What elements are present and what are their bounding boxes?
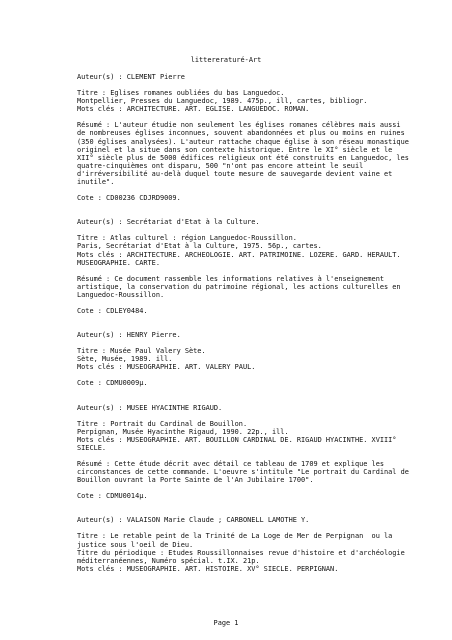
title-line: Titre : Le retable peint de la Trinité de La Loge de Mer de Perpignan ou la [77, 532, 393, 541]
title-line: Titre : Atlas culturel : région Languedoc-Roussillon. [77, 234, 297, 243]
title-line: SIECLE. [77, 443, 107, 452]
summary-line: Languedoc-Roussillon. [77, 290, 165, 299]
cote-line: Cote : CDMU0009µ. [77, 379, 148, 388]
bibliography-entry [77, 516, 437, 573]
spacer [77, 113, 437, 121]
title-line: Mots clés : MUSEOGRAPHIE. ART. VALERY PAUL. [77, 363, 256, 372]
bibliography-list [77, 73, 437, 589]
author-line: Auteur(s) : HENRY Pierre. [77, 331, 181, 340]
author-line: Auteur(s) : Secrétariat d'Etat à la Culture. [77, 218, 260, 227]
title-line: Mots clés : MUSEOGRAPHIE. ART. HISTOIRE. XV° SIECLE. PERPIGNAN. [77, 564, 339, 573]
title-line: Sète, Musée, 1989. ill. [77, 355, 173, 364]
title-line: justice sous l'oeil de Dieu. [77, 540, 194, 549]
spacer [77, 267, 437, 275]
spacer [77, 371, 437, 379]
summary-line: Résumé : Ce document rassemble les informations relatives à l'enseignement [77, 274, 384, 283]
spacer [77, 226, 437, 234]
bibliography-entry [77, 331, 437, 387]
summary-line: artistique, la conservation du patrimoine régional, les actions culturelles en [77, 282, 401, 291]
author-line: Auteur(s) : VALAISON Marie Claude ; CARBONELL LAMOTHE Y. [77, 516, 310, 525]
spacer [77, 81, 437, 89]
title-line: Montpellier, Presses du Languedoc, 1989. 475p., ill, cartes, bibliogr. [77, 97, 368, 106]
summary-line: Résumé : L'auteur étudie non seulement les églises romanes célèbres mais aussi [77, 121, 401, 130]
summary-line: d'irréversibilité au-delà duquel toute mesure de sauvegarde devient vaine et [77, 169, 393, 178]
summary-line: Résumé : Cette étude décrit avec détail ce tableau de 1709 et explique les [77, 460, 384, 468]
spacer [77, 339, 437, 347]
spacer [77, 186, 437, 194]
title-line: Mots clés : MUSEOGRAPHIE. ART. BOUILLON CARDINAL DE. RIGAUD HYACINTHE. XVIII° [77, 435, 397, 444]
spacer [77, 412, 437, 420]
title-line: Paris, Secrétariat d'Etat à la Culture, 1975. 56p., cartes. [77, 242, 322, 251]
title-line: Titre : Portrait du Cardinal de Bouillon. [77, 419, 248, 428]
cote-line: Cote : CD00236 CDJRD9009. [77, 194, 181, 203]
spacer [77, 484, 437, 492]
bibliography-entry [77, 218, 437, 315]
title-line: MUSEOGRAPHIE. CARTE. [77, 258, 160, 267]
title-line: Mots clés : ARCHITECTURE. ARCHEOLOGIE. ART. PATRIMOINE. LOZERE. GARD. HERAULT. [77, 250, 401, 259]
summary-line: XII° siècle plus de 5000 édifices religieux ont été construits en Languedoc, les [77, 153, 409, 162]
cote-line: Cote : CDLEY0484. [77, 306, 148, 315]
bibliography-entry [77, 404, 437, 501]
summary-line: inutile". [77, 178, 115, 187]
summary-line: circonstances de cette commande. L'oeuvre s'intitule "Le portrait du Cardinal de [77, 468, 409, 477]
spacer [77, 452, 437, 460]
summary-line: (350 églises analysées). L'auteur rattache chaque église à son réseau monastique [77, 137, 409, 146]
summary-line: quatre-cinquièmes ont disparu, 500 "n'ont pas encore atteint le seuil [77, 161, 364, 170]
title-line: Titre du périodique : Etudes Roussillonnaises revue d'histoire et d'archéologie [77, 548, 405, 557]
summary-line: Bouillon ouvrant la Porte Sainte de l'An Jubilaire 1700". [77, 476, 314, 485]
title-line: Titre : Eglises romanes oubliées du bas Languedoc. [77, 89, 285, 98]
title-line: méditerranéennes, Numéro spécial. t.IX. 21p. [77, 556, 260, 565]
title-line: Titre : Musée Paul Valery Sète. [77, 347, 206, 356]
cote-line: Cote : CDMU0014µ. [77, 492, 148, 501]
spacer [77, 524, 437, 532]
title-line: Mots clés : ARCHITECTURE. ART. EGLISE. LANGUEDOC. ROMAN. [77, 105, 310, 114]
page-header: littereraturé-Art [190, 56, 262, 64]
summary-line: originel et la situe dans son contexte historique. Entre le XI° siècle et le [77, 145, 393, 154]
summary-line: de nombreuses églises inconnues, souvent abandonnées et plus ou moins en ruines [77, 129, 405, 138]
spacer [77, 299, 437, 307]
title-line: Perpignan, Musée Hyacinthe Rigaud, 1990. 22p., ill. [77, 427, 289, 436]
bibliography-entry [77, 73, 437, 202]
author-line: Auteur(s) : MUSEE HYACINTHE RIGAUD. [77, 403, 223, 412]
author-line: Auteur(s) : CLEMENT Pierre [77, 73, 185, 81]
page-footer: Page 1 [213, 619, 239, 627]
